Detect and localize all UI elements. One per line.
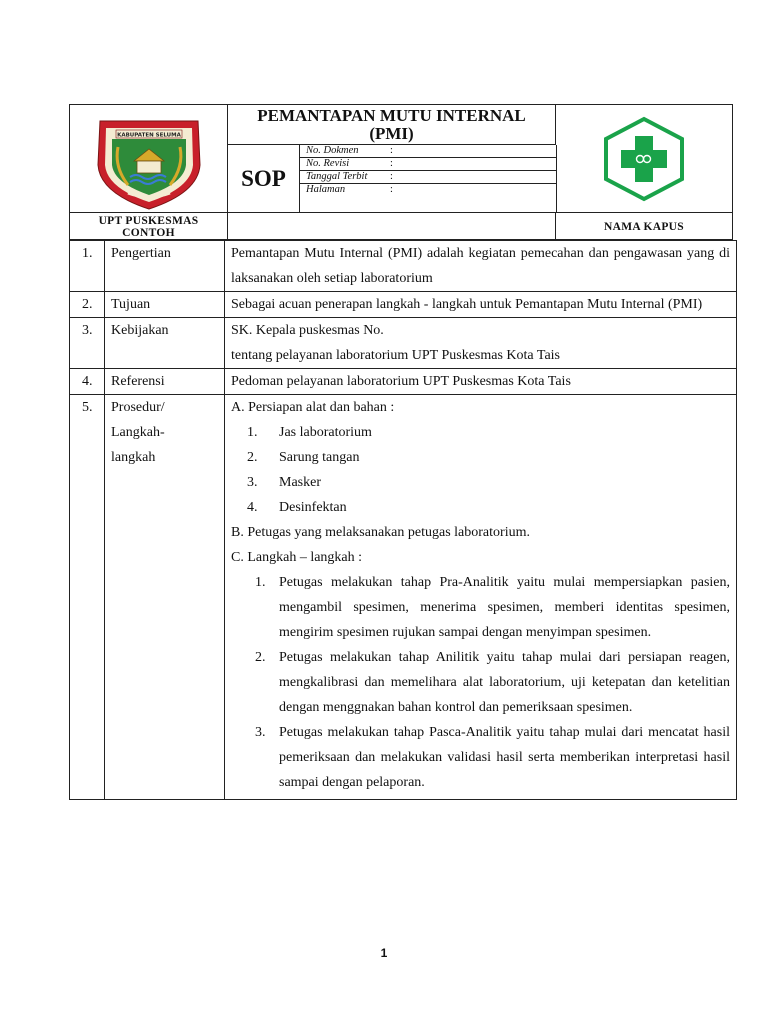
steps-list [231, 570, 730, 795]
doc-field-colon: : [390, 145, 393, 156]
list-number: 3. [255, 725, 266, 740]
list-number: 4. [247, 500, 258, 515]
list-item [231, 445, 730, 470]
row-number: 1. [70, 241, 105, 292]
blank-header-cell [228, 212, 556, 240]
puskesmas-logo-cell [556, 105, 732, 212]
policy-line-1: SK. Kepala puskesmas No. [231, 323, 384, 338]
list-number: 1. [255, 575, 266, 590]
list-text: Masker [279, 475, 321, 490]
row-content [225, 318, 737, 369]
title-line-1: PEMANTAPAN MUTU INTERNAL [257, 106, 526, 125]
row-number: 5. [70, 395, 105, 800]
list-item [231, 570, 730, 645]
policy-line-2: tentang pelayanan laboratorium UPT Puskesmas Kota Tais [231, 348, 560, 363]
sop-content-table [69, 240, 737, 800]
doc-field-colon: : [390, 184, 393, 195]
doc-field-colon: : [390, 171, 393, 182]
list-text: Jas laboratorium [279, 425, 372, 440]
label-line: Prosedur/ [111, 400, 165, 415]
kapus-label: NAMA KAPUS [556, 212, 732, 240]
label-line: langkah [111, 450, 156, 465]
row-content [225, 395, 737, 800]
svg-text:KABUPATEN SELUMA: KABUPATEN SELUMA [117, 132, 181, 139]
list-text: Petugas melakukan tahap Pra-Analitik yaitu mulai mempersiapkan pasien, mengambil spesimen, menerima spesimen, memberi identitas spesimen, mengirim spesimen rujukan sampai dengan menyimpan spesimen. [279, 575, 730, 640]
list-number: 3. [247, 475, 258, 490]
regency-logo-icon [70, 105, 228, 212]
doc-field-label: No. Revisi [306, 158, 350, 169]
doc-field-label: No. Dokmen [306, 145, 359, 156]
row-content: Sebagai acuan penerapan langkah - langkah untuk Pemantapan Mutu Internal (PMI) [225, 292, 737, 318]
table-row [70, 292, 737, 318]
row-label: Referensi [105, 369, 225, 395]
list-item [231, 645, 730, 720]
table-row [70, 241, 737, 292]
section-c-heading: C. Langkah – langkah : [231, 550, 363, 565]
list-item [231, 720, 730, 795]
puskesmas-cross-logo-icon [556, 105, 732, 212]
row-label: Pengertian [105, 241, 225, 292]
row-label: Tujuan [105, 292, 225, 318]
equipment-list [231, 420, 730, 520]
row-label: Kebijakan [105, 318, 225, 369]
list-item [231, 495, 730, 520]
org-line-2: CONTOH [122, 227, 175, 239]
doc-field-colon: : [390, 158, 393, 169]
list-text: Sarung tangan [279, 450, 360, 465]
list-item [231, 420, 730, 445]
table-row [70, 369, 737, 395]
list-number: 2. [247, 450, 258, 465]
row-number: 4. [70, 369, 105, 395]
list-text: Desinfektan [279, 500, 347, 515]
list-number: 1. [247, 425, 258, 440]
page-number: 1 [380, 946, 388, 960]
org-line-1: UPT PUSKESMAS [98, 215, 199, 227]
document-title [228, 105, 556, 145]
row-number: 2. [70, 292, 105, 318]
section-a-heading: A. Persiapan alat dan bahan : [231, 400, 395, 415]
list-number: 2. [255, 650, 266, 665]
doc-field-label: Halaman [306, 184, 346, 195]
title-line-2: (PMI) [369, 124, 414, 143]
sop-header [69, 104, 733, 240]
row-content: Pemantapan Mutu Internal (PMI) adalah kegiatan pemecahan dan pengawasan yang di laksanakan oleh setiap laboratorium [225, 241, 737, 292]
table-row [70, 395, 737, 800]
doc-field-label: Tanggal Terbit [306, 171, 368, 182]
doc-field-row [300, 171, 556, 184]
label-line: Langkah- [111, 425, 165, 440]
list-item [231, 470, 730, 495]
organization-name [70, 212, 228, 240]
row-number: 3. [70, 318, 105, 369]
row-content: Pedoman pelayanan laboratorium UPT Puskesmas Kota Tais [225, 369, 737, 395]
doc-field-row [300, 158, 556, 171]
doc-field-row [300, 145, 556, 158]
document-info-table [300, 145, 557, 212]
section-b-heading: B. Petugas yang melaksanakan petugas laboratorium. [231, 525, 530, 540]
sop-label: SOP [228, 145, 300, 212]
list-text: Petugas melakukan tahap Anilitik yaitu tahap mulai dari persiapan reagen, mengkalibrasi dan memelihara alat laboratorium, uji ketepatan dan ketelitian dengan menggnakan bahan kontrol dan pemeriksaan spesimen. [279, 650, 730, 715]
doc-field-row [300, 184, 556, 197]
row-label [105, 395, 225, 800]
list-text: Petugas melakukan tahap Pasca-Analitik yaitu tahap mulai dari mencatat hasil pemeriksaan dan melakukan validasi hasil serta memberikan interpretasi hasil sampai dengan pelaporan. [279, 725, 730, 790]
table-row [70, 318, 737, 369]
logo-cell [70, 105, 228, 212]
